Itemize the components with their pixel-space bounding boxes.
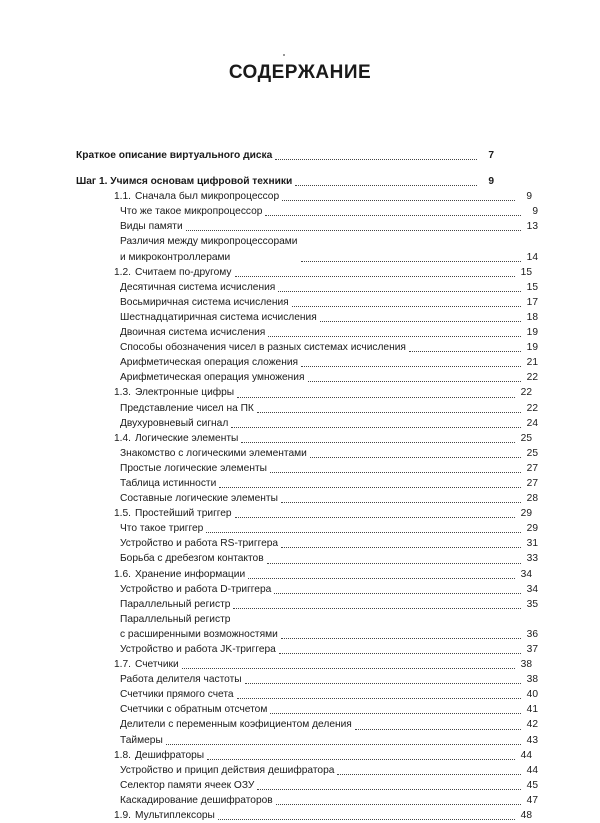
toc-entry-text: Устройство и работа D-триггера: [120, 583, 272, 595]
dot-leader: [237, 386, 515, 398]
toc-subentry[interactable]: [76, 763, 538, 778]
toc-subentry[interactable]: [76, 204, 538, 219]
dot-leader: [275, 148, 477, 160]
toc-subentry[interactable]: [76, 280, 538, 295]
toc-entry-text: Устройство и прицип действия дешифратора: [120, 764, 335, 776]
toc-entry-text-wrap: [120, 612, 278, 642]
toc-entry-text: Счетчики прямого счета: [120, 689, 234, 701]
dot-leader: [278, 280, 521, 292]
toc-entry-text: Борьба с дребезгом контактов: [120, 553, 264, 565]
toc-entry-text: Устройство и работа JK-триггера: [120, 644, 276, 655]
toc-section[interactable]: [76, 189, 532, 204]
toc-entry-text: Представление чисел на ПК: [120, 402, 254, 414]
dot-leader: [233, 597, 521, 609]
toc-page-number: 13: [526, 221, 538, 233]
dot-leader: [267, 552, 521, 564]
toc-entry-text: Арифметическая операция умножения: [120, 372, 305, 384]
toc-entry-text: Таймеры: [120, 734, 163, 746]
dot-leader: [292, 295, 521, 307]
toc-entry-text: Делители с переменным коэфициентом деления: [120, 719, 352, 731]
toc-subentry[interactable]: [76, 521, 538, 536]
toc-entry-text: Счетчики с обратным отсчетом: [120, 704, 268, 716]
toc-section[interactable]: [76, 385, 532, 400]
toc-subentry[interactable]: [76, 597, 538, 612]
dot-leader: [257, 401, 521, 413]
toc-page-number: 42: [526, 719, 538, 731]
toc-page-number: 9: [526, 191, 532, 203]
toc-entry-text: Шестнадцатиричная система исчисления: [120, 311, 317, 323]
toc-page-number: 21: [526, 357, 538, 369]
toc-page-number: 29: [526, 523, 538, 535]
toc-subentry[interactable]: [76, 295, 538, 310]
toc-entry-text: Работа делителя частоты: [120, 674, 242, 686]
dot-leader: [337, 763, 521, 775]
dot-leader: [320, 310, 521, 322]
toc-subentry[interactable]: [76, 551, 538, 566]
toc-subentry[interactable]: [76, 370, 538, 385]
section-number: 1.1.: [114, 191, 131, 203]
dot-leader: [265, 204, 521, 216]
toc-subentry[interactable]: [76, 340, 538, 355]
section-number: 1.2.: [114, 266, 131, 278]
toc-subentry[interactable]: [76, 355, 538, 370]
toc-page-number: 15: [520, 266, 532, 278]
toc-page-number: 40: [526, 689, 538, 701]
page-title: СОДЕРЖАНИЕ: [228, 62, 372, 83]
toc-entry-text: Способы обозначения чисел в разных системах исчисления: [120, 342, 406, 354]
toc-page-number: 35: [526, 598, 538, 610]
toc-entry-text: Что же такое микропроцессор: [120, 206, 263, 218]
toc-page-number: 17: [526, 296, 538, 308]
toc-subentry[interactable]: [76, 416, 538, 431]
section-number: 1.4.: [114, 432, 131, 444]
toc-page-number: 22: [526, 402, 538, 414]
toc-page-number: 7: [488, 150, 494, 161]
toc-entry-text: Что такое триггер: [120, 523, 204, 535]
dot-leader: [245, 672, 521, 684]
toc-entry-text: Шаг 1. Учимся основам цифровой техники: [76, 176, 293, 188]
toc-subentry[interactable]: [76, 234, 538, 264]
toc-page-number: 44: [526, 764, 538, 776]
dot-leader: [241, 431, 515, 443]
dot-leader: [281, 627, 521, 639]
dot-leader: [282, 189, 515, 201]
toc-entry-intro[interactable]: [76, 148, 494, 163]
toc-subentry[interactable]: [76, 325, 538, 340]
dot-leader: [219, 476, 521, 488]
toc-subentry[interactable]: [76, 401, 538, 416]
toc-section[interactable]: [76, 506, 532, 521]
dot-leader: [270, 702, 521, 714]
toc-entry-text: Восьмиричная система исчисления: [120, 296, 289, 308]
dot-leader: [257, 778, 521, 790]
dot-leader: [235, 506, 515, 518]
toc-entry-text: Дешифраторы: [135, 749, 205, 761]
toc-page-number: 43: [526, 734, 538, 746]
dot-leader: [355, 718, 521, 730]
dot-leader: [281, 491, 521, 503]
toc-entry-text: Двоичная система исчисления: [120, 327, 266, 339]
dot-leader: [295, 174, 477, 186]
section-number: 1.8.: [114, 749, 131, 761]
toc-entry-text: Мультиплексоры: [135, 810, 215, 822]
toc-subentry[interactable]: [76, 642, 538, 657]
dot-leader: [270, 461, 521, 473]
toc-section[interactable]: [76, 657, 532, 672]
toc-subentry[interactable]: [76, 582, 538, 597]
toc-section[interactable]: [76, 808, 532, 823]
toc-page-number: 34: [520, 568, 532, 580]
toc-page-number: 38: [526, 674, 538, 686]
toc-entry-text: Различия между микропроцессорами: [120, 236, 298, 248]
toc-entry-text: Параллельный регистр: [120, 613, 231, 625]
toc-page-number: 47: [526, 794, 538, 806]
toc-entry-text-cont: с расширенными возможностями: [120, 628, 278, 640]
toc-entry-text: Простейший триггер: [135, 508, 232, 520]
dot-leader: [268, 325, 521, 337]
toc-entry-text: Счетчики: [135, 659, 179, 671]
toc-subentry[interactable]: [76, 687, 538, 702]
toc-subentry[interactable]: [76, 778, 538, 793]
toc-sections: [76, 189, 538, 823]
toc-entry-text-wrap: [120, 234, 298, 264]
toc-page-number: 25: [520, 432, 532, 444]
toc-page-number: 9: [532, 206, 538, 218]
toc-entry-text: Составные логические элементы: [120, 493, 278, 505]
toc-page-number: 27: [526, 462, 538, 474]
dot-leader: [235, 265, 516, 277]
toc-entry-text: Каскадирование дешифраторов: [120, 794, 273, 806]
section-number: 1.7.: [114, 659, 131, 671]
dot-leader: [237, 687, 521, 699]
dot-leader: [182, 657, 515, 669]
toc-subentry[interactable]: [76, 491, 538, 506]
toc-subentry[interactable]: [76, 612, 538, 642]
toc-section[interactable]: [76, 265, 532, 280]
dot-leader: [310, 446, 521, 458]
toc-entry-text: Простые логические элементы: [120, 462, 267, 474]
toc-entry-text-cont: и микроконтроллерами: [120, 251, 231, 263]
dot-leader: [186, 219, 521, 231]
toc-entry-text: Считаем по-другому: [135, 266, 232, 278]
toc-page-number: 22: [520, 387, 532, 399]
dot-leader: [206, 521, 521, 533]
toc-page-number: 37: [526, 644, 538, 655]
toc-subentry[interactable]: [76, 536, 538, 551]
section-number: 1.5.: [114, 508, 131, 520]
toc-section[interactable]: [76, 567, 532, 582]
section-number: 1.6.: [114, 568, 131, 580]
dot-leader: [248, 567, 515, 579]
dot-leader: [276, 793, 521, 805]
toc-entry-text: Таблица истинности: [120, 477, 217, 489]
toc-entry-text: Логические элементы: [135, 432, 239, 444]
toc-section[interactable]: [76, 431, 532, 446]
toc-page-number: 33: [526, 553, 538, 565]
toc-page-number: 34: [526, 583, 538, 595]
toc-entry-text: Десятичная система исчисления: [120, 281, 276, 293]
dot-leader: [301, 250, 522, 262]
toc-subentry[interactable]: [76, 733, 538, 748]
toc-entry-text: Двухуровневый сигнал: [120, 417, 229, 429]
section-number: 1.3.: [114, 387, 131, 399]
toc-subentry[interactable]: [76, 702, 538, 717]
toc-entry-text: Сначала был микропроцессор: [135, 191, 280, 203]
toc-page-number: 41: [526, 704, 538, 716]
speck-mark: [283, 54, 285, 56]
toc-subentry[interactable]: [76, 717, 538, 732]
toc-entry-text: Краткое описание виртуального диска: [76, 150, 273, 161]
dot-leader: [279, 642, 521, 654]
toc-entry-text: Виды памяти: [120, 221, 183, 233]
toc-entry-text: Параллельный регистр: [120, 598, 231, 610]
dot-leader: [274, 582, 521, 594]
toc-page-number: 14: [526, 251, 538, 263]
dot-leader: [409, 340, 521, 352]
toc-subentry[interactable]: [76, 672, 538, 687]
toc-page-number: 19: [526, 327, 538, 339]
toc-page-number: 29: [520, 508, 532, 520]
toc-entry-text: Селектор памяти ячеек ОЗУ: [120, 779, 255, 791]
toc-subentry[interactable]: [76, 446, 538, 461]
toc-page-number: 31: [526, 538, 538, 550]
toc-page-number: 15: [526, 281, 538, 293]
toc-page-number: 45: [526, 779, 538, 791]
toc-page-number: 24: [526, 417, 538, 429]
toc-page-number: 18: [526, 311, 538, 323]
toc-page-number: 28: [526, 493, 538, 505]
dot-leader: [301, 355, 521, 367]
toc-page-number: 38: [520, 659, 532, 671]
toc-entry-text: Устройство и работа RS-триггера: [120, 538, 279, 550]
toc-page-number: 27: [526, 477, 538, 489]
dot-leader: [218, 808, 515, 820]
dot-leader: [231, 416, 521, 428]
dot-leader: [166, 733, 521, 745]
toc-entry-step[interactable]: [76, 174, 494, 189]
toc-subentry[interactable]: [76, 461, 538, 476]
toc-page-number: 44: [520, 749, 532, 761]
section-number: 1.9.: [114, 810, 131, 822]
toc-entry-text: Электронные цифры: [135, 387, 235, 399]
toc-subentry[interactable]: [76, 476, 538, 491]
dot-leader: [281, 536, 521, 548]
toc-page-number: 48: [520, 810, 532, 822]
table-of-contents: [76, 148, 538, 823]
dot-leader: [308, 370, 521, 382]
toc-entry-text: Арифметическая операция сложения: [120, 357, 299, 369]
toc-subentry[interactable]: [76, 310, 538, 325]
toc-subentry[interactable]: [76, 793, 538, 808]
toc-page-number: 19: [526, 342, 538, 354]
toc-page-number: 9: [488, 176, 494, 188]
toc-page-number: 22: [526, 372, 538, 384]
toc-page-number: 25: [526, 447, 538, 459]
toc-subentry[interactable]: [76, 219, 538, 234]
toc-page-number: 36: [526, 628, 538, 640]
toc-entry-text: Хранение информации: [135, 568, 246, 580]
toc-entry-text: Знакомство с логическими элементами: [120, 447, 307, 459]
